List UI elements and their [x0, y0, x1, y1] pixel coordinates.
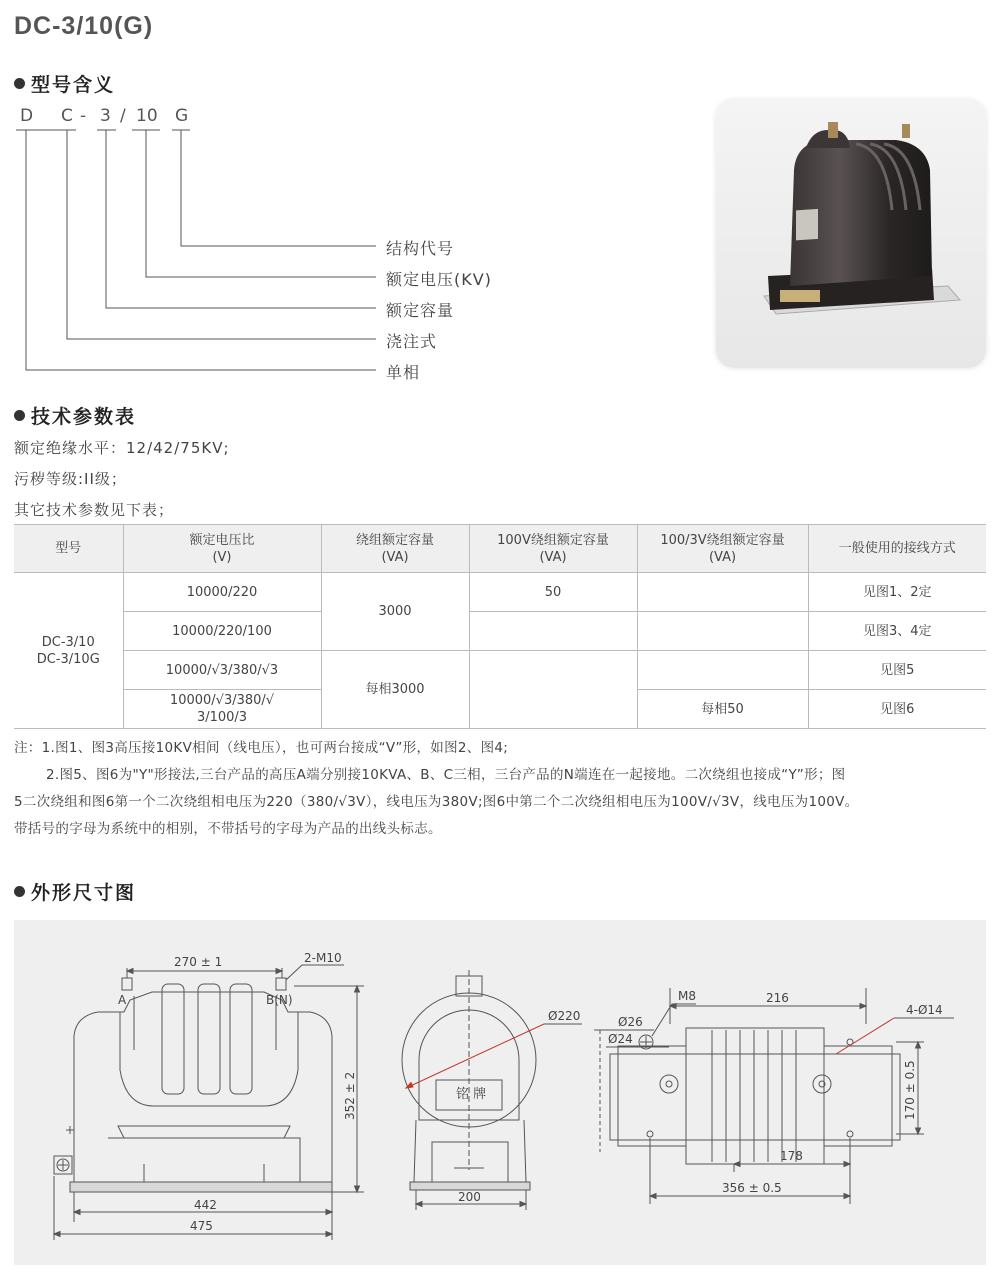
section-title: 型号含义: [31, 74, 116, 96]
header-wiring: 一般使用的接线方式: [808, 525, 986, 573]
terminal-a-label: A: [118, 993, 127, 1007]
dim-442: 442: [194, 1198, 217, 1212]
cell-100v: 50: [469, 573, 637, 612]
model-letter: D: [20, 106, 34, 126]
dim-178: 178: [780, 1149, 803, 1163]
pollution-level: 污秽等级:II级；: [14, 470, 127, 488]
top-view: [594, 988, 954, 1204]
cell-wiring: 见图6: [808, 690, 986, 729]
dim-270: 270 ± 1: [174, 955, 223, 969]
outline-drawing: [14, 920, 986, 1265]
dim-200: 200: [458, 1190, 481, 1204]
model-letter: C: [61, 106, 73, 126]
cell-capacity: 3000: [321, 573, 469, 651]
terminal-b-label: B(N): [266, 993, 293, 1007]
model-letter: 10: [136, 106, 158, 126]
table-header-row: [14, 525, 986, 573]
transformer-product-image: [716, 100, 986, 368]
model-letter: -: [80, 106, 87, 126]
dim-352: 352 ± 2: [343, 1071, 357, 1120]
header-winding-capacity: 绕组额定容量 (VA): [321, 525, 469, 573]
meaning-single-phase: 单相: [386, 363, 421, 382]
model-letter: G: [175, 106, 189, 126]
cell-ratio: 10000/√3/380/√3: [123, 651, 321, 690]
note-2-cont: 5二次绕组和图6第一个二次绕组相电压为220（380/√3V），线电压为380V;图6中第二个二次绕组相电压为100V/√3V，线电压为100V。: [14, 794, 859, 810]
dim-475: 475: [190, 1219, 213, 1233]
section-title: 技术参数表: [31, 406, 137, 428]
cell-model: DC-3/10 DC-3/10G: [14, 573, 123, 729]
cell-wiring: 见图5: [808, 651, 986, 690]
dim-d24: Ø24: [608, 1032, 633, 1046]
meaning-rated-voltage: 额定电压(KV): [386, 270, 492, 289]
meaning-rated-capacity: 额定容量: [386, 301, 455, 320]
cell-100-3v: 每相50: [637, 690, 808, 729]
cell-100v: [469, 651, 637, 729]
dim-216: 216: [766, 991, 789, 1005]
cell-capacity: 每相3000: [321, 651, 469, 729]
dim-thread: 2-M10: [304, 951, 342, 965]
cell-ratio: 10000/220: [123, 573, 321, 612]
page-title: DC-3/10(G): [14, 12, 154, 40]
section-title: 外形尺寸图: [31, 882, 137, 904]
note-2: 2.图5、图6为"Y"形接法,三台产品的高压A端分别接10KVA、B、C三相，三台产品的N端连在一起接地。二次绕组也接成“Y”形；图: [46, 767, 846, 783]
cell-wiring: 见图1、2定: [808, 573, 986, 612]
table-row: [14, 573, 986, 612]
cell-100-3v: [637, 612, 808, 651]
bullet-icon: [14, 410, 25, 421]
cell-ratio: 10000/√3/380/√ 3/100/3: [123, 690, 321, 729]
model-letter: /: [120, 106, 126, 126]
cell-100-3v: [637, 651, 808, 690]
outline-drawing-panel: [14, 920, 986, 1265]
model-leader-lines: [0, 0, 400, 390]
parameters-table: [14, 524, 986, 729]
header-voltage-ratio: 额定电压比 (V): [123, 525, 321, 573]
meaning-cast-type: 浇注式: [386, 332, 438, 351]
insulation-level: 额定绝缘水平：12/42/75KV;: [14, 439, 230, 457]
section-tech-params: [14, 402, 136, 429]
dim-356: 356 ± 0.5: [722, 1181, 782, 1195]
note-3: 带括号的字母为系统中的相别，不带括号的字母为产品的出线头标志。: [14, 821, 442, 837]
cell-100-3v: [637, 573, 808, 612]
table-row: [14, 612, 986, 651]
cell-100v: [469, 612, 637, 651]
other-params-note: 其它技术参数见下表；: [14, 501, 175, 519]
dim-170: 170 ± 0.5: [903, 1060, 917, 1120]
meaning-structure-code: 结构代号: [386, 239, 455, 258]
product-photo: [716, 100, 986, 368]
dim-holes: 4-Ø14: [906, 1003, 943, 1017]
bullet-icon: [14, 886, 25, 897]
table-row: [14, 651, 986, 690]
dim-m8: M8: [678, 989, 696, 1003]
dim-diameter-220: Ø220: [548, 1009, 581, 1023]
header-model: 型号: [14, 525, 123, 573]
section-outline: [14, 878, 136, 905]
cell-wiring: 见图3、4定: [808, 612, 986, 651]
header-100-3v-capacity: 100/3V绕组额定容量 (VA): [637, 525, 808, 573]
cell-ratio: 10000/220/100: [123, 612, 321, 651]
dim-d26: Ø26: [618, 1015, 643, 1029]
model-letter: 3: [100, 106, 111, 126]
side-view: [402, 970, 582, 1210]
note-1: 注：1.图1、图3高压接10KV相间（线电压），也可两台接成“V”形，如图2、图4;: [14, 740, 509, 756]
nameplate-label: 铭 牌: [456, 1087, 487, 1102]
header-100v-capacity: 100V绕组额定容量 (VA): [469, 525, 637, 573]
